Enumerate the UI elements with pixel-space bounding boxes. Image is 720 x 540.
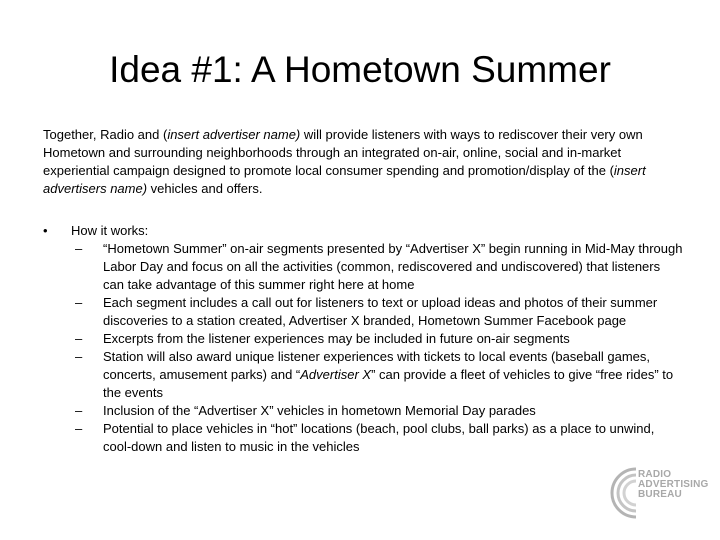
dash-icon: –	[75, 349, 83, 364]
bullet-item-how-it-works	[43, 222, 683, 240]
sub-list-item	[43, 348, 683, 402]
sub-item-text: Potential to place vehicles in “hot” locations (beach, pool clubs, ball parks) as a place to unwind, cool-down and listen to music in the vehicles	[103, 421, 655, 454]
sub-item-text-post: ” can provide a fleet of vehicles to give “free rides” to the events	[103, 367, 674, 400]
sub-item-text: Excerpts from the listener experiences may be included in future on-air segments	[103, 331, 570, 346]
slide-title: Idea #1: A Hometown Summer	[109, 49, 611, 90]
intro-paragraph	[43, 126, 683, 198]
intro-text-3: vehicles and offers.	[147, 181, 263, 196]
dash-icon: –	[75, 403, 83, 418]
logo-line-advertising: ADVERTISING	[638, 479, 709, 490]
advertiser-placeholder: insert advertiser name)	[167, 127, 301, 142]
sub-item-text-pre: Station will also award unique listener experiences with tickets to local events (baseball games, concerts, amusement parks) and “	[103, 349, 651, 382]
sub-item-text: Each segment includes a call out for listeners to text or upload ideas and photos of their summer discoveries to a station created, Advertiser X branded, Hometown Summer Facebook page	[103, 295, 658, 328]
sub-list-item	[43, 330, 683, 348]
advertisers-placeholder: insert advertisers name)	[43, 163, 646, 196]
rab-logo	[610, 465, 709, 525]
dash-icon: –	[75, 331, 83, 346]
sub-list-item	[43, 240, 683, 294]
rab-logo-text	[638, 470, 709, 500]
rab-swirl-icon	[610, 465, 640, 521]
logo-line-radio: RADIO	[638, 469, 672, 480]
dash-icon: –	[75, 295, 83, 310]
sub-item-text: Inclusion of the “Advertiser X” vehicles in hometown Memorial Day parades	[103, 403, 536, 418]
bullet-label: How it works:	[71, 223, 149, 238]
dash-icon: –	[75, 241, 83, 256]
sub-item-text: “Hometown Summer” on-air segments presented by “Advertiser X” begin running in Mid-May through Labor Day and focus on all the activities (common, rediscovered and undiscovered) that listeners can take advantage of this summer right here at home	[103, 241, 683, 292]
bullet-dot-icon: •	[43, 223, 48, 238]
sub-list-item	[43, 294, 683, 330]
sub-list	[43, 240, 683, 456]
sub-item-text	[103, 349, 673, 400]
dash-icon: –	[75, 421, 83, 436]
intro-text-2: will provide listeners with ways to rediscover their very own Hometown and surrounding neighborhoods through an integrated on-air, online, social and in-market experiential campaign designed to promote local consumer spending and promotion/display of the (	[43, 127, 643, 178]
logo-line-bureau: BUREAU	[638, 489, 682, 500]
advertiser-x-italic: Advertiser X	[300, 367, 372, 382]
intro-text-1: Together, Radio and (	[43, 127, 168, 142]
bullet-list	[43, 222, 683, 456]
sub-list-item	[43, 420, 683, 456]
sub-list-item	[43, 402, 683, 420]
